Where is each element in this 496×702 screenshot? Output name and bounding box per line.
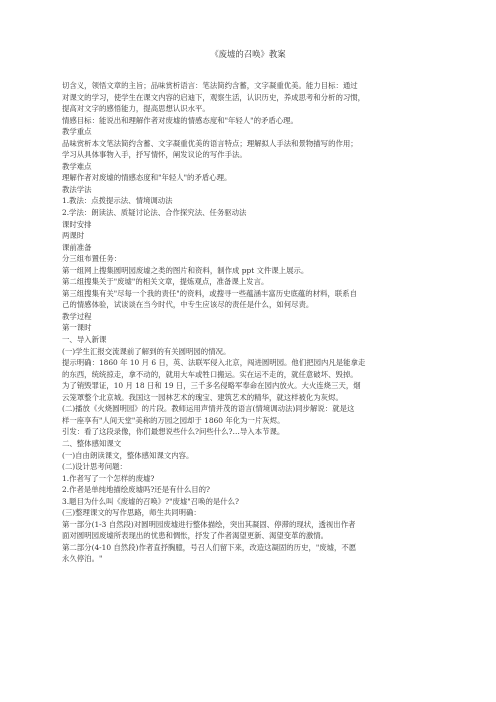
section-heading: 教学过程 xyxy=(62,311,92,321)
text-line: 提高对文字的感悟能力，提高思想认识水平。 xyxy=(62,104,210,114)
text-line: 两课时 xyxy=(62,231,85,241)
text-line: 情感目标：能说出和理解作者对废墟的情感态度和"年轻人"的矛盾心理。 xyxy=(62,115,298,125)
text-line: 为了销毁罪证，10 月 18 日和 19 日，三千多名侵略军奉命在园内放火。大火连烧三天，烟 xyxy=(62,381,361,391)
text-line: 3.题目为什么叫《废墟的召唤》?"废墟"召唤的是什么? xyxy=(62,496,239,506)
text-line: 面对圆明园废墟所表现出的忧患和惆怅，抒发了作者渴望更新、渴望变革的激情。 xyxy=(62,531,329,541)
section-heading: 教学重点 xyxy=(62,127,92,137)
text-line: 学习从具体事物入手，抒写情怀，阐发议论的写作手法。 xyxy=(62,150,247,160)
section-heading: 一、导入新课 xyxy=(62,335,107,345)
text-line: 第一组网上搜集圆明园废墟之类的图片和资料，制作成 ppt 文件课上展示。 xyxy=(62,265,309,275)
text-line: (二)播放《火烧圆明园》的片段。教师运用声情并茂的语言(情境调动法)同步解说：就是这 xyxy=(62,404,355,414)
text-line: 品味赏析本文笔法简约含蓄、文字凝重优美的语言特点；理解拟人手法和景物描写的作用； xyxy=(62,138,358,148)
document-title: 《废墟的召唤》教案 xyxy=(210,49,286,59)
text-line: 2.学法：朗读法、质疑讨论法、合作探究法、任务驱动法 xyxy=(62,208,247,218)
text-line: (一)自由朗读课文，整体感知课文内容。 xyxy=(62,450,194,460)
text-line: 样一座享有"人间天堂"美称的万园之园却于 1860 年化为一片灰烬。 xyxy=(62,415,285,425)
text-line: 提示明确：1860 年 10 月 6 日，英、法联军侵入北京，闯进圆明园。他们把园内凡是能拿走 xyxy=(62,358,366,368)
section-heading: 课时安排 xyxy=(62,219,92,229)
text-line: 分三组布置任务： xyxy=(62,254,122,264)
text-line: 云笼罩整个北京城。我国这一园林艺术的瑰宝、建筑艺术的精华，就这样被化为灰烬。 xyxy=(62,392,343,402)
text-line: 理解作者对废墟的情感态度和"年轻人"的矛盾心理。 xyxy=(62,173,232,183)
section-heading: 教学难点 xyxy=(62,161,92,171)
text-line: 第二组搜集关于"废墟"的相关文章，提炼观点，准备课上发言。 xyxy=(62,277,269,287)
text-line: (二)设计思考问题： xyxy=(62,462,127,472)
text-line: 的东西，统统掠走，拿不动的，就用大车或牲口搬运。实在运不走的，就任意破坏、毁掉。 xyxy=(62,369,358,379)
section-heading: 教法学法 xyxy=(62,184,92,194)
text-line: (一)学生汇报交流课前了解到的有关圆明园的情况。 xyxy=(62,346,231,356)
text-line: 第三组搜集有关"尽每一个我的责任"的资料，或搜寻一些蕴涵丰富历史底蕴的材料，联系自 xyxy=(62,288,358,298)
text-line: 己的情感体验，试谈谈在当今时代，中专生应该尽的责任是什么，如何尽责。 xyxy=(62,300,314,310)
document-body xyxy=(62,80,434,565)
text-line: 切含义，领悟文章的主旨；品味赏析语言：笔法简约含蓄，文字凝重优美。能力目标：通过 xyxy=(62,81,358,90)
text-line: 第二部分(4-10 自然段)作者直抒胸臆，号召人们留下来，改造这凝固的历史，"废墟，不愿 xyxy=(62,542,357,552)
text-line: 引发：看了这段录像，你们最想说些什么?问些什么?…导入本节课。 xyxy=(62,427,285,437)
text-line: 2.作者是单纯地描绘废墟吗?还是有什么目的? xyxy=(62,485,211,495)
text-line: 1.教法：点拨提示法、情境调动法 xyxy=(62,196,173,206)
text-line: 1.作者写了一个怎样的废墟? xyxy=(62,473,155,483)
section-heading: 课前准备 xyxy=(62,242,92,252)
text-line: 第一部分(1-3 自然段)对圆明园废墟进行整体描绘，突出其凝固、停滞的现状，透视出作者 xyxy=(62,519,356,529)
text-line: (三)整理课文的写作思路，师生共同明确： xyxy=(62,508,201,518)
text-line: 对课文的学习，使学生在课文内容的启迪下，观察生活，认识历史，养成思考和分析的习惯， xyxy=(62,92,366,102)
section-heading: 二、整体感知课文 xyxy=(62,438,122,448)
text-line: 永久停泊。" xyxy=(62,554,103,564)
section-heading: 第一课时 xyxy=(62,323,92,333)
